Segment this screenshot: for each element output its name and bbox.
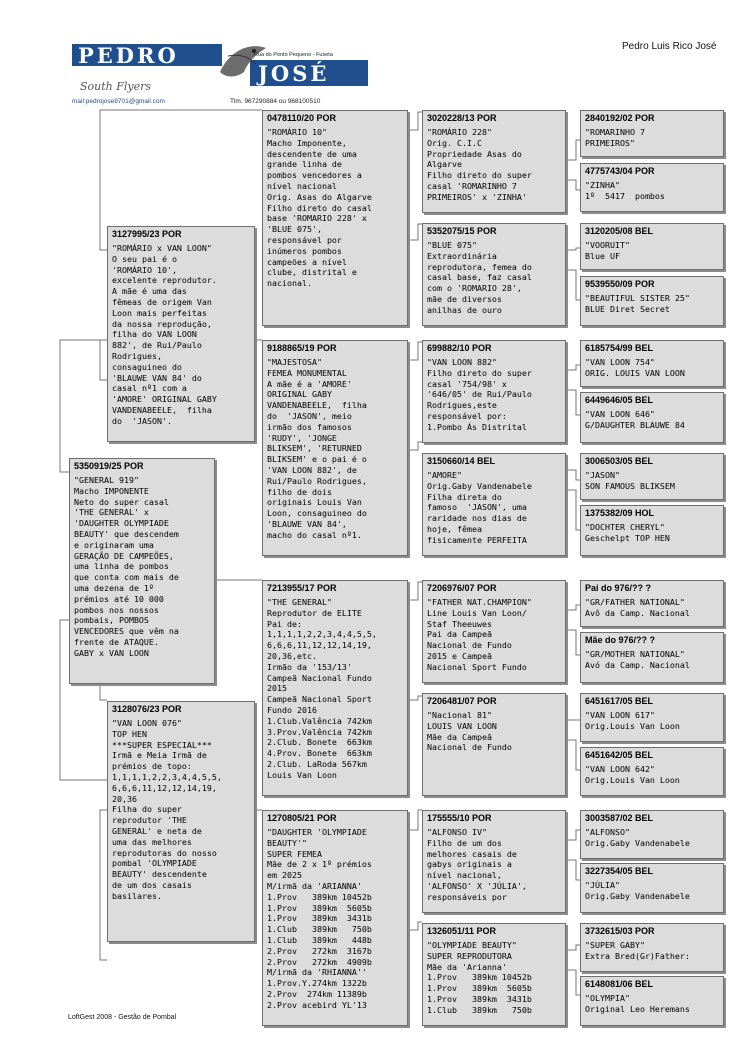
bird-description: "ROMÁRIO 228" Orig. C.I.C Propriedade Asas do Algarve Filho direto do super casal 'ROMARINHO 7 PRIMEIROS' x 'ZINHA' [427,127,532,202]
pedigree-card-grandsire-1 [262,110,408,326]
pedigree-card-g5-3 [580,223,724,270]
bird-description: "AMORE" Orig.Gaby Vandenabele Filha direta do famoso 'JASON', uma raridade nos dias de hoje, fêmea fisicamente PERFEITA [427,470,532,545]
ring-number: 3732615/03 POR [585,926,655,936]
pedigree-card-sire [107,226,255,442]
ring-number: 3006503/05 BEL [585,456,654,466]
pedigree-card-g4-2 [422,223,566,326]
footer-software-credit: LoftGest 2008 - Gestão de Pombal [68,1014,177,1021]
bird-description: "SUPER GABY" Extra Bred(Gr)Father: [585,940,690,961]
ring-number: 1326051/11 POR [427,926,497,936]
bird-description: "BEAUTIFUL SISTER 25" BLUE Diret Secret [585,293,690,314]
bird-description: "ROMÁRIO 10" Macho Imponente, descendente de uma grande linha de pombos vencedores a nível nacional Orig. Asas do Algarve Filho direto do casal base 'ROMARIO 228' x 'BLUE 075', responsável por inúmeros pombos campeões a nível clube, distrital e nacional. [267,127,372,289]
svg-text:mail:pedrojose8701@gmail.com: mail:pedrojose8701@gmail.com [72,98,165,105]
ring-number: 175555/10 POR [427,813,492,823]
ring-number: 0478110/20 POR [267,113,337,123]
bird-description: "VAN LOON 617" Orig.Louis Van Loon [585,710,680,731]
pedigree-card-g4-3 [422,340,566,443]
pedigree-card-grandsire-2 [262,580,408,796]
bird-description: "ROMÁRIO x VAN LOON" O seu pai é o 'ROMÁRIO 10', excelente reprodutor. A mãe é uma das fêmeas de origem Van Loon mais perfeitas da nossa reprodução, filha do VAN LOON 882', de Rui/Paulo Rodrigues, consaguineo do 'BLAUWE VAN 84' do casal nº1 com a 'AMORE' ORIGINAL GABY VANDENABEELE, filha do 'JASON'. [112,243,217,426]
pedigree-card-g5-4 [580,276,724,326]
pedigree-card-g5-6 [580,392,724,443]
ring-number: 3128076/23 POR [112,704,182,714]
bird-description: "FATHER NAT.CHAMPION" Line Louis Van Loon/ Staf Theeuwes Pai da Campeã Nacional de Fundo 2015 e Campeã Nacional Sport Fundo [427,597,532,672]
ring-number: 4775743/04 POR [585,166,655,176]
pedigree-card-g4-8 [422,923,566,1026]
ring-number: 1270805/21 POR [267,813,337,823]
bird-description: "JASON" SON FAMOUS BLIKSEM [585,470,675,491]
ring-number: Pai do 976/?? ? [585,583,652,593]
pedigree-card-g4-4 [422,453,566,556]
ring-number: 7213955/17 POR [267,583,337,593]
pedigree-card-g5-14 [580,863,724,913]
pedigree-card-g4-1 [422,110,566,213]
ring-number: 3150660/14 BEL [427,456,496,466]
pedigree-card-g5-10 [580,632,724,683]
bird-description: "VAN LOON 882" Filho direto do super casal '754/98' x '646/05' de Rui/Paulo Rodrigues,este responsável por: 1.Pombo Ás Distrital [427,357,532,432]
pedigree-card-g5-2 [580,163,724,212]
svg-text:Tlm. 967290884 ou 968100510: Tlm. 967290884 ou 968100510 [230,98,321,105]
ring-number: 699882/10 POR [427,343,492,353]
bird-description: "VAN LOON 754" ORIG. LOUIS VAN LOON [585,357,685,378]
pedigree-card-g5-9 [580,580,724,627]
ring-number: 1375382/09 HOL [585,508,655,518]
ring-number: 6451617/05 BEL [585,696,654,706]
bird-description: "DAUGHTER 'OLYMPIADE BEAUTY'" SUPER FEMEA Mãe de 2 x 1º prémios em 2025 M/irmã da 'ARIANNA' 1.Prov 389km 10452b 1.Prov 389km 5605b 1.Prov 389km 3431b 1.Club 389km 750b 1.Club 389km 448b 2.Prov 272km 3167b 2.Prov 272km 4909b M/irmã da 'RHIANNA'' 1.Prov.Y.274km 1322b 2.Prov 274km 11389b 2.Prov acebird YL'13 [267,827,372,1010]
pedigree-card-g4-6 [422,693,566,796]
pedigree-card-g5-15 [580,923,724,972]
bird-description: "ALFONSO IV" Filho de um dos melhores casais de gabys originais a nível nacional, 'ALFONSO' X 'JÚLIA', responsáveis por [427,827,527,902]
ring-number: 3227354/05 BEL [585,866,654,876]
ring-number: 6148081/06 BEL [585,979,654,989]
ring-number: 7206976/07 POR [427,583,497,593]
bird-description: "OLYMPIADE BEAUTY" SUPER REPRODUTORA Mãe da 'Arianna' 1.Prov 389km 10452b 1.Prov 389km 5605b 1.Prov 389km 3431b 1.Club 389km 750b [427,940,532,1015]
ring-number: 3127995/23 POR [112,229,182,239]
pedigree-card-granddam-1 [262,340,408,556]
bird-description: "GR/FATHER NATIONAL" Avô da Camp. Nacional [585,597,690,618]
pedigree-card-g5-1 [580,110,724,157]
svg-text:Rua do Ponto Pequeno - Fuseta: Rua do Ponto Pequeno - Fuseta [254,52,333,58]
ring-number: 5352075/15 POR [427,226,497,236]
pedigree-card-subject [69,458,215,684]
svg-text:PEDRO: PEDRO [78,43,179,68]
bird-description: "ROMARINHO 7 PRIMEIROS" [585,127,645,148]
bird-description: "VOORUIT" Blue UF [585,240,630,261]
ring-number: 6451642/05 BEL [585,750,654,760]
pedigree-card-g5-16 [580,976,724,1026]
pedigree-card-g5-8 [580,505,724,556]
ring-number: 6449646/05 BEL [585,395,654,405]
owner-name: Pedro Luis Rico José [622,41,717,52]
bird-description: "DOCHTER CHERYL" Geschelpt TOP HEN [585,522,670,543]
pedigree-card-g5-12 [580,747,724,796]
bird-description: "VAN LOON 646" G/DAUGHTER BLAUWE 84 [585,409,685,430]
pedigree-card-dam [107,701,255,942]
bird-description: "ZINHA" 1º 5417 pombos [585,180,665,201]
ring-number: 9188865/19 POR [267,343,337,353]
ring-number: 7206481/07 POR [427,696,497,706]
ring-number: 9539550/09 POR [585,279,655,289]
pedigree-card-g5-11 [580,693,724,742]
bird-description: "THE GENERAL" Reprodutor de ELITE Pai de: 1,1,1,1,2,2,3,4,4,5,5, 6,6,6,11,12,12,14,19, 20,36,etc. Irmão da '153/13' Campeã Nacional Fundo 2015 Campeã Nacional Sport Fundo 2016 1.Club.Valência 742km 3.Prov.Valência 742km 2.Club. Bonete 663km 4.Prov. Bonete 663km 2.Club. LaRoda 567km Louis Van Loon [267,597,377,780]
ring-number: 3003587/02 BEL [585,813,654,823]
pedigree-card-granddam-2 [262,810,408,1026]
ring-number: 6185754/99 BEL [585,343,654,353]
bird-description: "BLUE 075" Extraordinária reprodutora, femea do casal base, faz casal com o 'ROMARIO 28', mãe de diversos anilhas de ouro [427,240,532,315]
svg-text:South Flyers: South Flyers [80,80,152,93]
ring-number: 2840192/02 POR [585,113,655,123]
bird-description: "GENERAL 919" Macho IMPONENTE Neto do super casal 'THE GENERAL' x 'DAUGHTER OLYMPIADE BEAUTY' que descendem e originaram uma GERAÇÃO DE CAMPEÕES, uma linha de pombos que conta com mais de uma dezena de 1º prémios até 10 000 pombos nos nossos pombais, POMBOS VENCEDORES que vêm na frente de ATAQUE. GABY x VAN LOON [74,475,179,658]
bird-description: "VAN LOON 642" Orig.Louis Van Loon [585,764,680,785]
pedigree-card-g4-5 [422,580,566,683]
bird-description: "Nacional 81" LOUIS VAN LOON Mãe da Campeã Nacional de Fundo [427,710,512,753]
bird-description: "ALFONSO" Orig.Gaby Vandenabele [585,827,690,848]
bird-description: "MAJESTOSA" FEMEA MONUMENTAL A mãe é a 'AMORE' ORIGINAL GABY VANDENABEELE, filha do 'JASON', meio irmão dos famosos 'RUDY', 'JONGE BLIKSEM', 'RETURNED BLIKSEM' e o pai é o 'VAN LOON 882', de Rui/Paulo Rodrigues, filho de dois originais Louis Van Loon, consaguineo do 'BLAUWE VAN 84', macho do casal nº1. [267,357,367,540]
ring-number: 5350919/25 POR [74,461,144,471]
pedigree-card-g5-5 [580,340,724,387]
ring-number: 3120205/08 BEL [585,226,654,236]
pedigree-card-g4-7 [422,810,566,913]
svg-text:JOSÉ: JOSÉ [258,61,330,86]
ring-number: Mãe do 976/?? ? [585,635,656,645]
bird-description: "GR/MOTHER NATIONAL" Avó da Camp. Nacional [585,649,690,670]
bird-description: "JÚLIA" Orig.Gaby Vandenabele [585,880,690,901]
pedigree-card-g5-7 [580,453,724,500]
bird-description: "OLYMPIA" Original Leo Heremans [585,993,690,1014]
bird-description: "VAN LOON 076" TOP HEN ***SUPER ESPECIAL*** Irmã e Meia Irmã de prémios de topo: 1,1,1,1,2,2,3,4,4,5,5, 6,6,6,11,12,12,14,19, 20,36 Filha do super reprodutor 'THE GENERAL' e neta de uma das melhores reprodutoras do nosso pombal 'OLYMPIADE BEAUTY' descendente de um dos casais basilares. [112,718,222,901]
ring-number: 3020228/13 POR [427,113,497,123]
pedigree-card-g5-13 [580,810,724,859]
